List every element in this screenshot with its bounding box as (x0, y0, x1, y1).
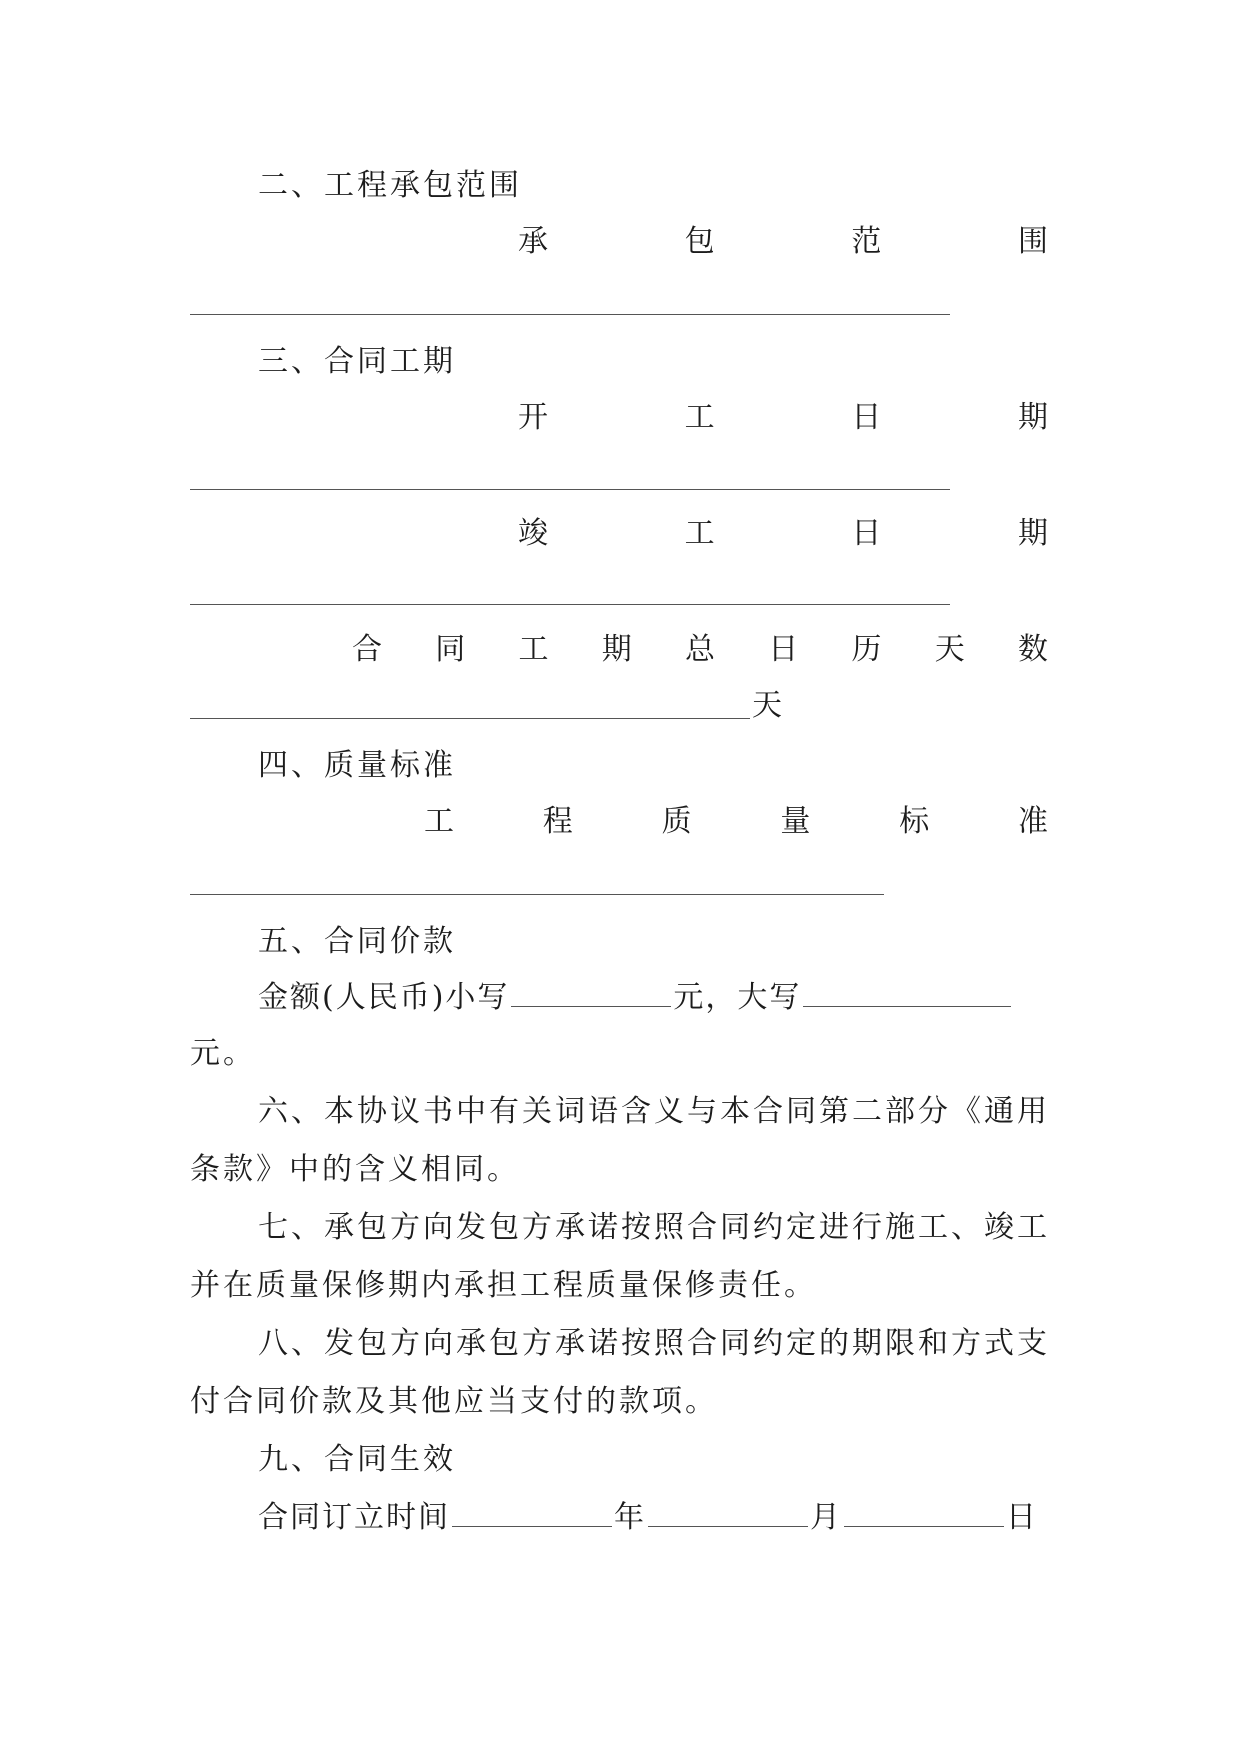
scope-label-char: 围 (1017, 224, 1048, 259)
amount-capital-blank[interactable] (803, 980, 1011, 1007)
scope-label-char: 包 (684, 224, 715, 259)
amount-small-blank[interactable] (511, 980, 671, 1007)
finish-date-fill-line[interactable] (190, 604, 950, 605)
clause-6-line-1: 六、本协议书中有关词语含义与本合同第二部分《通用 (258, 1094, 1050, 1129)
total-days-char: 天 (934, 632, 965, 667)
quality-label-char: 程 (542, 804, 573, 839)
scope-label-char: 范 (851, 224, 882, 259)
finish-date-char: 竣 (518, 516, 548, 551)
year-blank[interactable] (452, 1500, 612, 1527)
clause-8-line-2: 付合同价款及其他应当支付的款项。 (190, 1384, 718, 1419)
start-date-fill-line[interactable] (190, 489, 950, 490)
total-days-fill-line[interactable] (190, 718, 750, 719)
clause-8-line-1: 八、发包方向承包方承诺按照合同约定的期限和方式支 (258, 1326, 1050, 1361)
total-days-char: 数 (1018, 632, 1048, 667)
quality-label-char: 量 (780, 804, 811, 839)
start-date-label (518, 398, 1048, 438)
amount-small-unit: 元，大写 (673, 980, 802, 1015)
sign-date-prefix: 合同订立时间 (258, 1500, 450, 1535)
scope-label (518, 222, 1048, 262)
total-days-char: 工 (518, 632, 549, 667)
total-days-char: 同 (435, 632, 466, 667)
total-days-unit: 天 (752, 688, 785, 723)
total-days-char: 合 (352, 632, 382, 667)
amount-end: 元。 (190, 1036, 256, 1071)
year-label: 年 (614, 1500, 646, 1535)
finish-date-char: 工 (684, 516, 715, 551)
total-days-char: 历 (851, 632, 882, 667)
clause-7-line-2: 并在质量保修期内承担工程质量保修责任。 (190, 1268, 817, 1303)
month-label: 月 (810, 1500, 842, 1535)
month-blank[interactable] (648, 1500, 808, 1527)
start-date-char: 期 (1017, 400, 1048, 435)
quality-fill-line[interactable] (190, 894, 884, 895)
scope-label-char: 承 (518, 224, 548, 259)
finish-date-char: 期 (1017, 516, 1048, 551)
section-quality-heading: 四、质量标准 (258, 748, 456, 783)
section-period-heading: 三、合同工期 (258, 344, 456, 379)
quality-label-char: 准 (1017, 804, 1048, 839)
start-date-char: 日 (851, 400, 882, 435)
sign-date-line (258, 1498, 1056, 1538)
quality-label-char: 工 (424, 804, 454, 839)
start-date-char: 工 (684, 400, 715, 435)
section-scope-heading: 二、工程承包范围 (258, 168, 522, 203)
quality-label-char: 标 (899, 804, 930, 839)
start-date-char: 开 (518, 400, 548, 435)
scope-fill-line[interactable] (190, 314, 950, 315)
quality-label (424, 802, 1048, 842)
day-blank[interactable] (844, 1500, 1004, 1527)
total-days-label (352, 630, 1048, 670)
quality-label-char: 质 (661, 804, 692, 839)
section-effect-heading: 九、合同生效 (258, 1442, 456, 1477)
price-amount-line (258, 978, 1056, 1018)
day-label: 日 (1006, 1500, 1038, 1535)
total-days-char: 期 (601, 632, 632, 667)
section-price-heading: 五、合同价款 (258, 924, 456, 959)
total-days-char: 总 (685, 632, 715, 667)
amount-prefix: 金额(人民币)小写 (258, 980, 510, 1015)
total-days-char: 日 (768, 632, 799, 667)
clause-6-line-2: 条款》中的含义相同。 (190, 1152, 520, 1187)
finish-date-char: 日 (851, 516, 882, 551)
clause-7-line-1: 七、承包方向发包方承诺按照合同约定进行施工、竣工 (258, 1210, 1050, 1245)
finish-date-label (518, 514, 1048, 554)
